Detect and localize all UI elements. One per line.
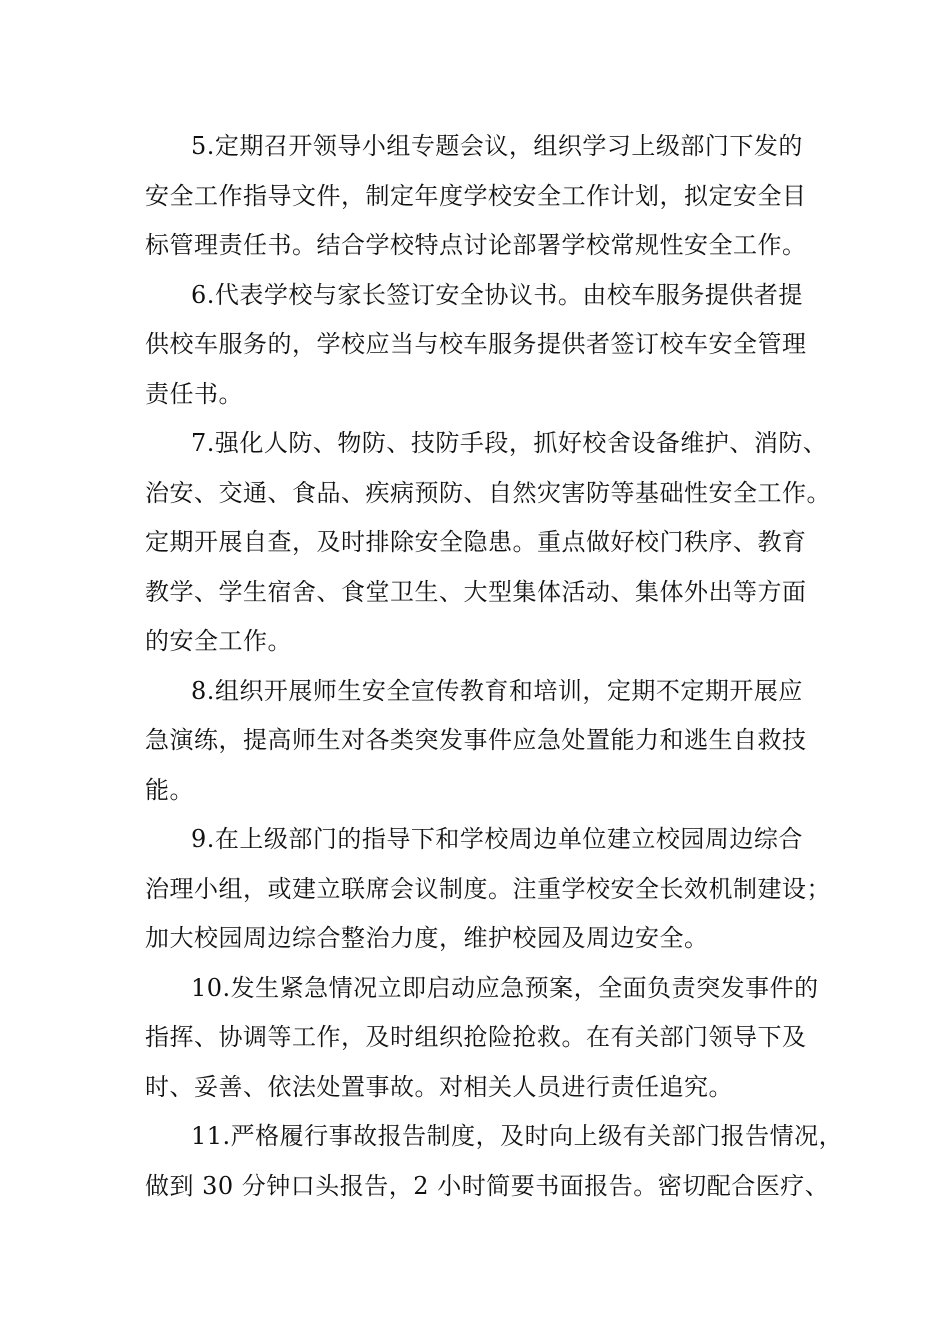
document-body: [145, 122, 844, 1211]
paragraph-item-5: [145, 122, 810, 271]
paragraph-line: 治理小组，或建立联席会议制度。注重学校安全长效机制建设；: [145, 874, 831, 903]
paragraph-line: 5.定期召开领导小组专题会议，组织学习上级部门下发的: [191, 132, 803, 160]
paragraph-line: 急演练，提高师生对各类突发事件应急处置能力和逃生自救技: [145, 726, 807, 754]
paragraph-line: 的安全工作。: [145, 627, 292, 655]
paragraph-line: 9.在上级部门的指导下和学校周边单位建立校园周边综合: [191, 825, 803, 853]
paragraph-line: 时、妥善、依法处置事故。对相关人员进行责任追究。: [145, 1072, 733, 1101]
paragraph-item-11: [145, 1112, 844, 1211]
paragraph-line: 7.强化人防、物防、技防手段，抓好校舍设备维护、消防、: [191, 429, 828, 457]
paragraph-line: 供校车服务的，学校应当与校车服务提供者签订校车安全管理: [145, 330, 807, 358]
paragraph-line: 10.发生紧急情况立即启动应急预案，全面负责突发事件的: [191, 973, 819, 1002]
paragraph-item-10: [145, 964, 819, 1113]
paragraph-line: 6.代表学校与家长签订安全协议书。由校车服务提供者提: [191, 280, 803, 309]
paragraph-item-9: [145, 815, 831, 964]
paragraph-line: 做到 30 分钟口头报告，2 小时简要书面报告。密切配合医疗、: [145, 1171, 830, 1200]
paragraph-line: 安全工作指导文件，制定年度学校安全工作计划，拟定安全目: [145, 181, 807, 210]
paragraph-item-8: [145, 667, 810, 816]
paragraph-line: 责任书。: [145, 379, 243, 408]
paragraph-line: 8.组织开展师生安全宣传教育和培训，定期不定期开展应: [191, 676, 803, 705]
paragraph-line: 教学、学生宿舍、食堂卫生、大型集体活动、集体外出等方面: [145, 577, 807, 606]
paragraph-line: 标管理责任书。结合学校特点讨论部署学校常规性安全工作。: [145, 231, 807, 259]
paragraph-item-6: [145, 271, 810, 420]
paragraph-line: 能。: [145, 775, 194, 804]
paragraph-line: 治安、交通、食品、疾病预防、自然灾害防等基础性安全工作。: [145, 478, 831, 507]
paragraph-line: 定期开展自查，及时排除安全隐患。重点做好校门秩序、教育: [145, 528, 807, 556]
paragraph-line: 加大校园周边综合整治力度，维护校园及周边安全。: [145, 924, 709, 952]
paragraph-line: 指挥、协调等工作，及时组织抢险抢救。在有关部门领导下及: [145, 1023, 807, 1051]
paragraph-line: 11.严格履行事故报告制度，及时向上级有关部门报告情况，: [191, 1122, 844, 1150]
paragraph-item-7: [145, 419, 831, 667]
